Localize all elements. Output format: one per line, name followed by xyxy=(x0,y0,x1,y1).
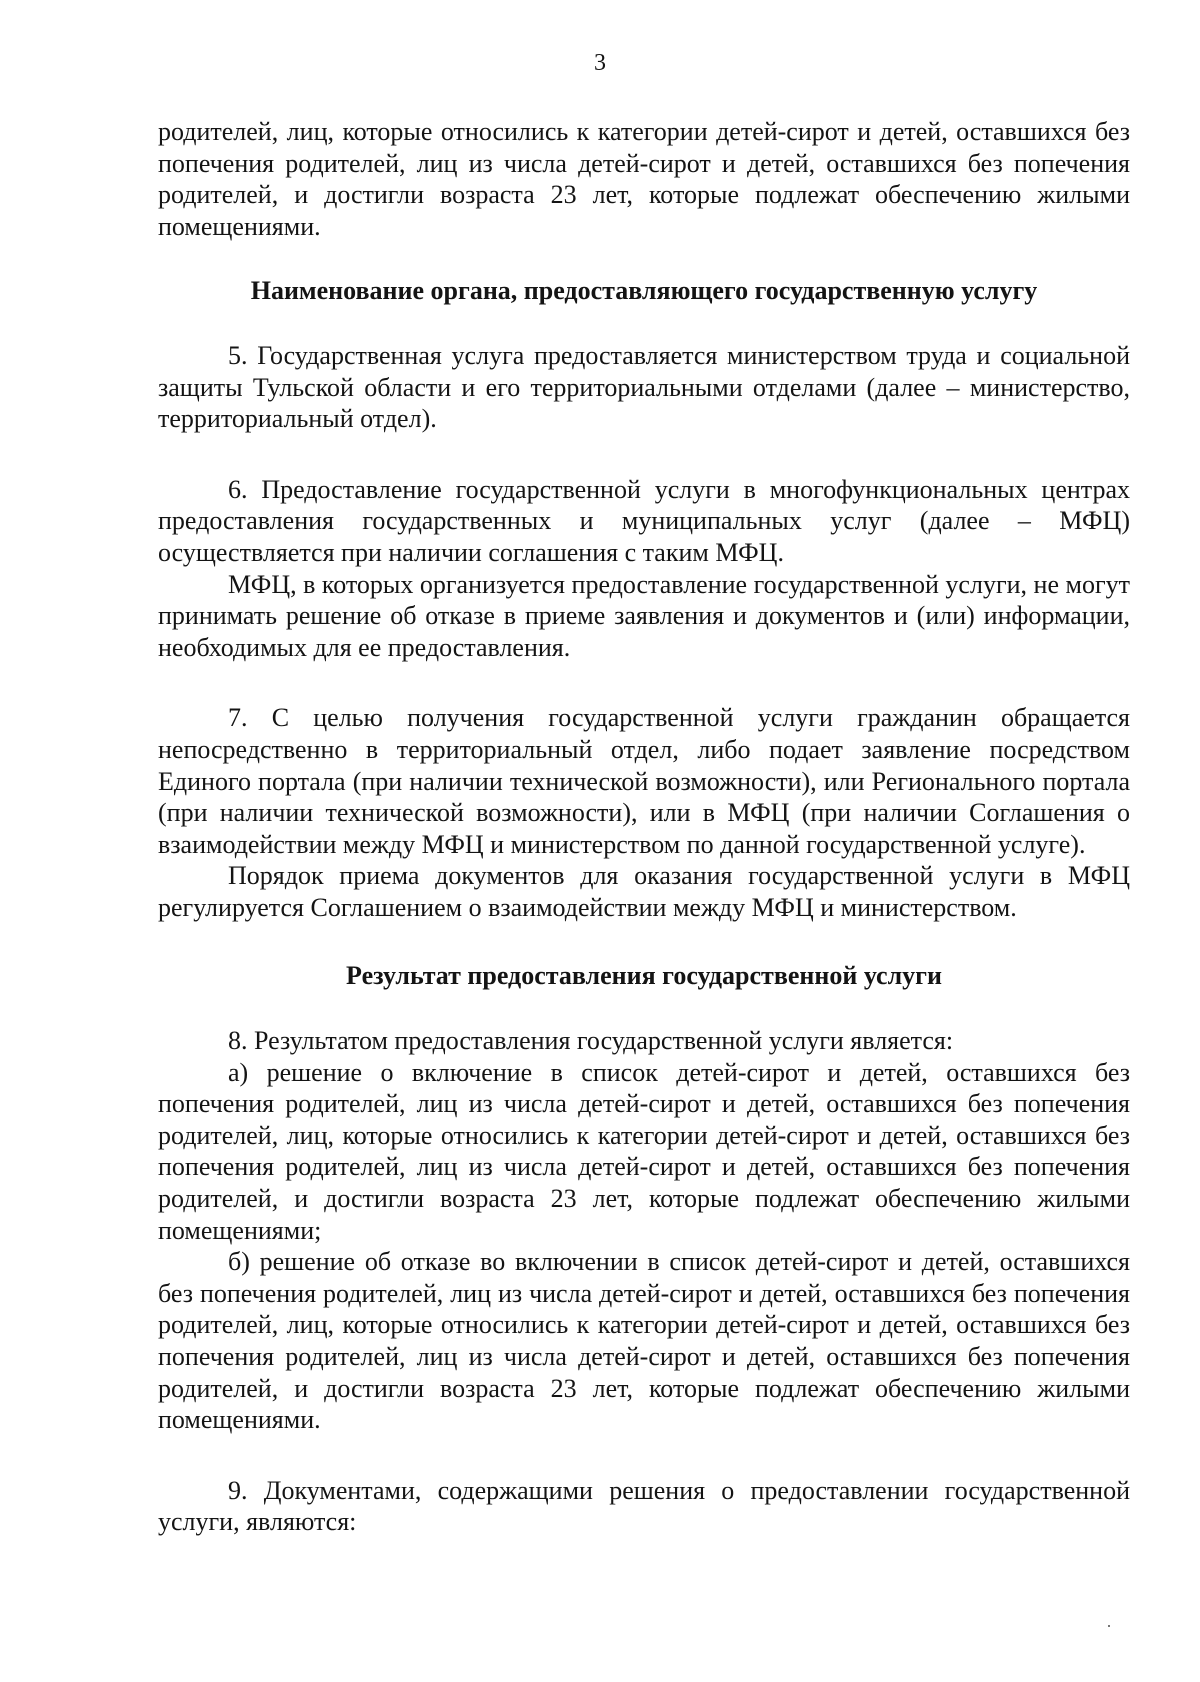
page-number: 3 xyxy=(594,50,606,76)
document-body xyxy=(158,116,1130,1538)
paragraph-8-item-a: а) решение о включение в список детей-сирот и детей, оставшихся без попечения родителей, лиц из числа детей-сирот и детей, оставшихся без попечения родителей, лиц, которые относились к категории детей-сирот и детей, оставшихся без попечения родителей, лиц из числа детей-сирот и детей, оставшихся без попечения родителей, и достигли возраста 23 лет, которые подлежат обеспечению жилыми помещениями; xyxy=(158,1057,1130,1245)
paragraph-5: 5. Государственная услуга предоставляется министерством труда и социальной защиты Тульской области и его территориальными отделами (далее – министерство, территориальный отдел). xyxy=(158,340,1130,434)
section-heading-result: Результат предоставления государственной услуги xyxy=(346,961,942,991)
section-heading-organ: Наименование органа, предоставляющего государственную услугу xyxy=(250,276,1038,306)
scan-speck xyxy=(1108,1625,1110,1627)
paragraph-intro-continuation: родителей, лиц, которые относились к категории детей-сирот и детей, оставшихся без попечения родителей, лиц из числа детей-сирот и детей, оставшихся без попечения родителей, и достигли возраста 23 лет, которые подлежат обеспечению жилыми помещениями. xyxy=(158,117,1130,241)
paragraph-7-continuation: Порядок приема документов для оказания государственной услуги в МФЦ регулируется Соглашением о взаимодействии между МФЦ и министерством. xyxy=(158,861,1130,922)
paragraph-6: 6. Предоставление государственной услуги в многофункциональных центрах предоставления государственных и муниципальных услуг (далее – МФЦ) осуществляется при наличии соглашения с таким МФЦ. xyxy=(158,474,1130,567)
paragraph-8: 8. Результатом предоставления государственной услуги является: xyxy=(228,1026,954,1056)
paragraph-9: 9. Документами, содержащими решения о предоставлении государственной услуги, являются: xyxy=(158,1475,1130,1537)
paragraph-6-continuation: МФЦ, в которых организуется предоставление государственной услуги, не могут принимать решение об отказе в приеме заявления и документов и (или) информации, необходимых для ее предоставления. xyxy=(158,569,1130,662)
paragraph-8-item-b: б) решение об отказе во включении в список детей-сирот и детей, оставшихся без попечения родителей, лиц из числа детей-сирот и детей, оставшихся без попечения родителей, лиц, которые относились к категории детей-сирот и детей, оставшихся без попечения родителей, лиц из числа детей-сирот и детей, оставшихся без попечения родителей, и достигли возраста 23 лет, которые подлежат обеспечению жилыми помещениями. xyxy=(158,1247,1130,1435)
paragraph-7: 7. С целью получения государственной услуги гражданин обращается непосредственно в территориальный отдел, либо подает заявление посредством Единого портала (при наличии технической возможности), или Регионального портала (при наличии технической возможности), или в МФЦ (при наличии Соглашения о взаимодействии между МФЦ и министерством по данной государственной услуге). xyxy=(158,703,1130,859)
